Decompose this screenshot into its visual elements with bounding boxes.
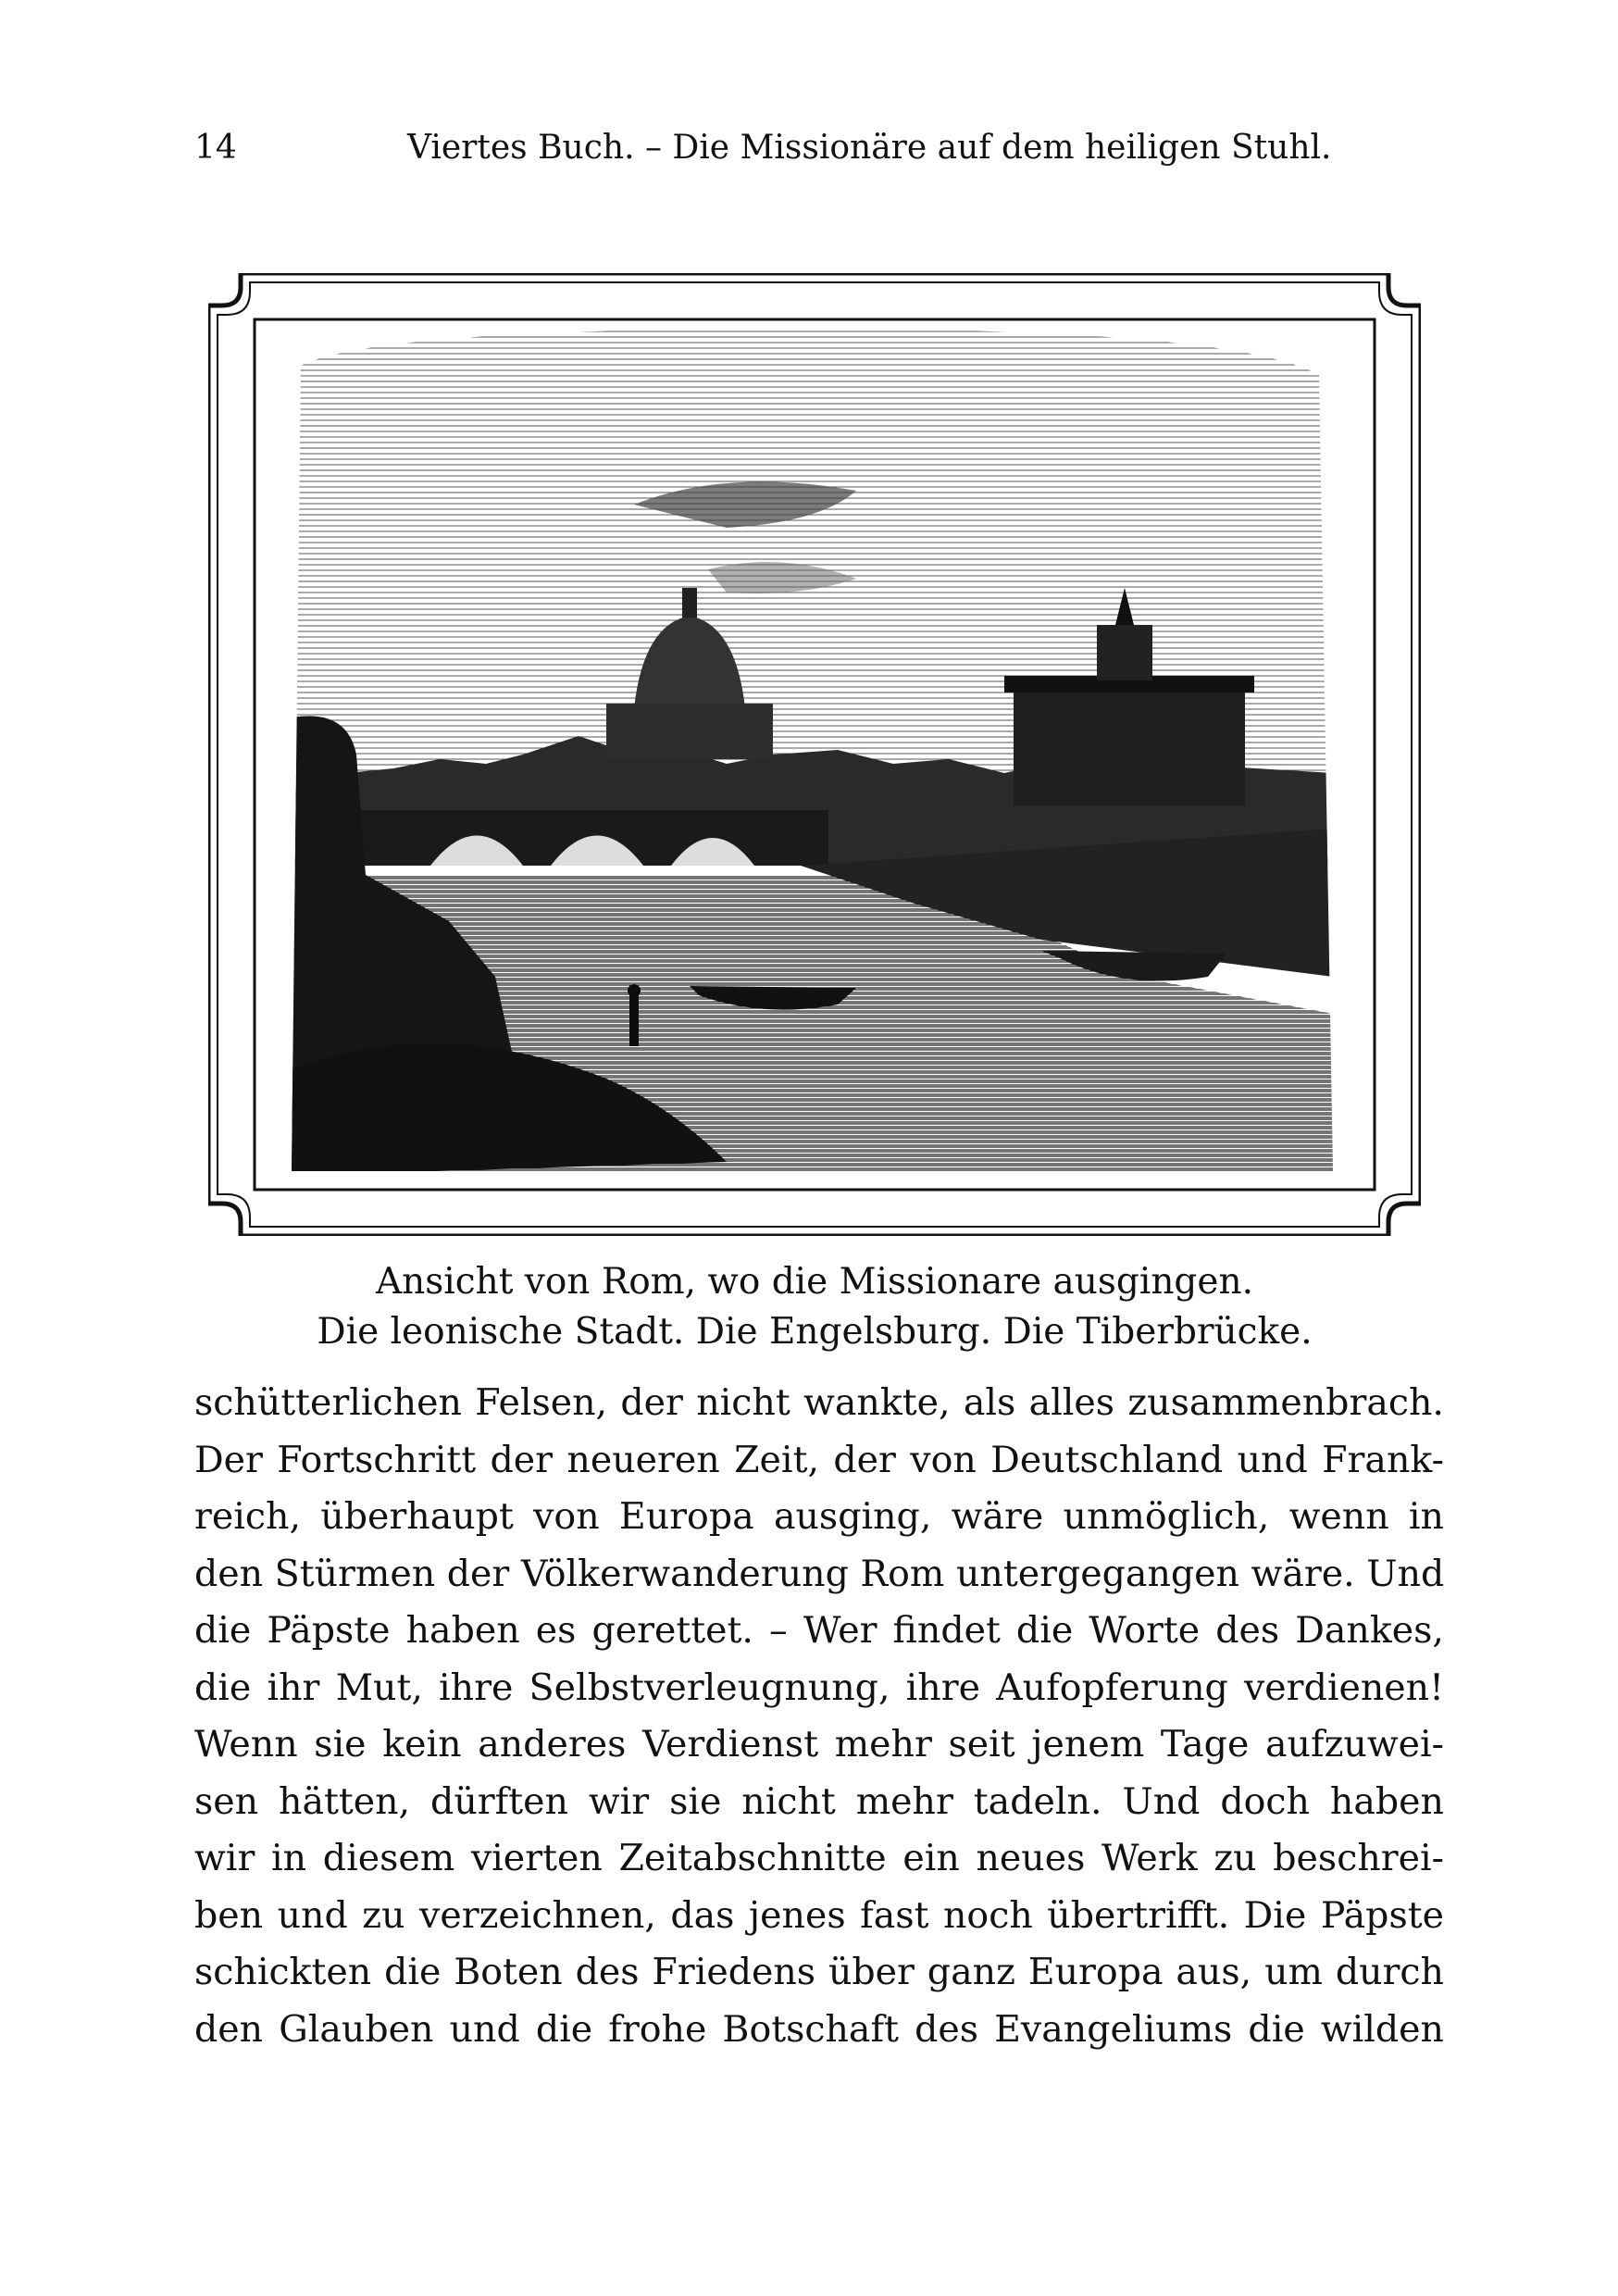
text-line: die ihr Mut, ihre Selbstverleugnung, ihre Aufopferung verdienen! [194, 1666, 1444, 1709]
text-line: schickten die Boten des Friedens über ganz Europa aus, um durch [194, 1951, 1444, 1993]
text-line: reich, überhaupt von Europa ausging, wäre unmöglich, wenn in [194, 1495, 1444, 1538]
figure-caption [194, 1257, 1435, 1357]
text-line: den Stürmen der Völkerwanderung Rom untergegangen wäre. Und [194, 1552, 1445, 1595]
text-line: wir in diesem vierten Zeitabschnitte ein neues Werk zu beschrei- [194, 1837, 1444, 1879]
engraving-rome-view [208, 273, 1421, 1236]
text-line: Der Fortschritt der neueren Zeit, der von Deutschland und Frank- [194, 1438, 1444, 1481]
text-line: Wenn sie kein anderes Verdienst mehr seit jenem Tage aufzuwei- [194, 1723, 1444, 1766]
page-number: 14 [194, 129, 237, 167]
caption-line: Die leonische Stadt. Die Engelsburg. Die Tiberbrücke. [317, 1311, 1313, 1353]
text-line: den Glauben und die frohe Botschaft des Evangeliums die wilden [194, 2007, 1444, 2051]
body-text [194, 1375, 1444, 2058]
running-head: Viertes Buch. – Die Missionäre auf dem heiligen Stuhl. [407, 129, 1332, 167]
text-line: die Päpste haben es gerettet. – Wer findet die Worte des Dankes, [194, 1609, 1444, 1652]
text-line: sen hätten, dürften wir sie nicht mehr tadeln. Und doch haben [194, 1779, 1444, 1823]
caption-line: Ansicht von Rom, wo die Missionare ausgingen. [376, 1261, 1253, 1303]
text-line: ben und zu verzeichnen, das jenes fast noch übertrifft. Die Päpste [194, 1893, 1444, 1937]
text-line: schütterlichen Felsen, der nicht wankte, als alles zusammenbrach. [194, 1381, 1444, 1424]
